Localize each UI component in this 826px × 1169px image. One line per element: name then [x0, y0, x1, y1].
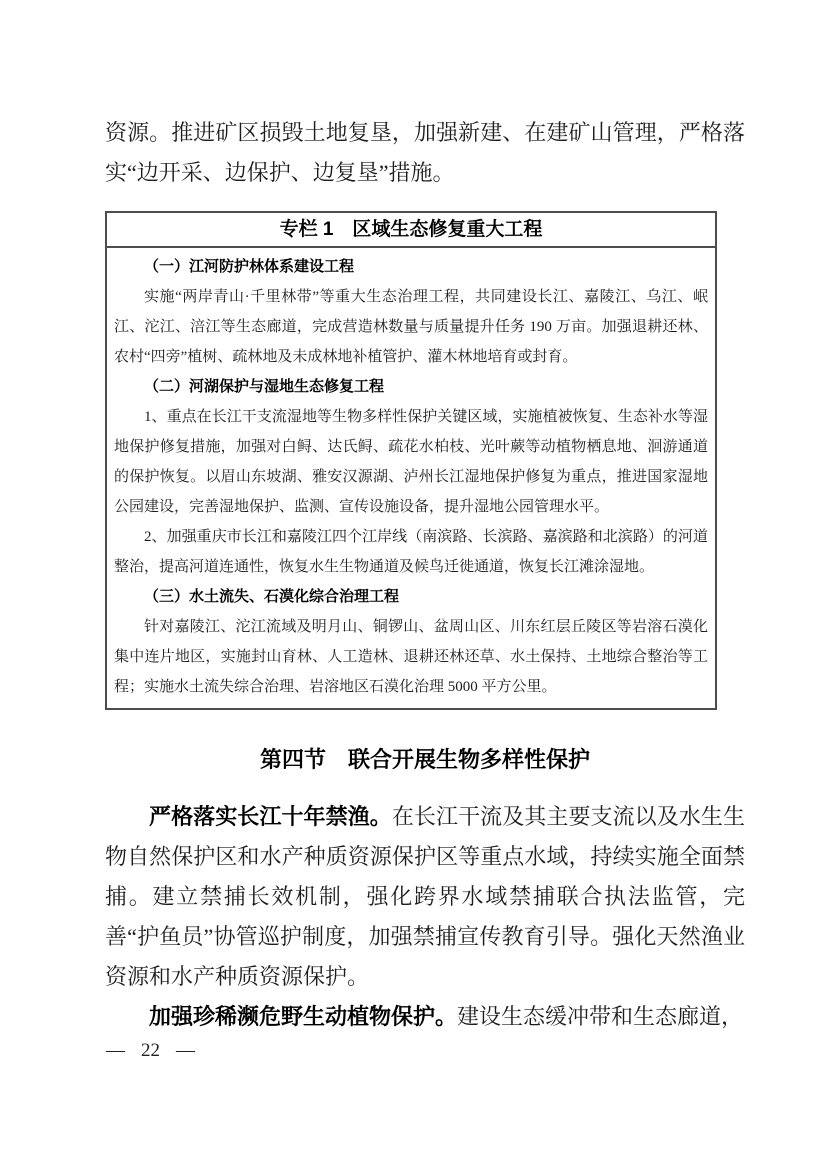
- box-section-3-paragraph: 针对嘉陵江、沱江流域及明月山、铜锣山、盆周山区、川东红层丘陵区等岩溶石漠化集中连片地区，实施封山育林、人工造林、退耕还林还草、水土保持、土地综合整治等工程；实施水土流失综合治理、岩溶地区石漠化治理 5000 平方公里。: [114, 619, 708, 695]
- box-section-2-paragraph-2: 2、加强重庆市长江和嘉陵江四个江岸线（南滨路、长滨路、嘉滨路和北滨路）的河道整治，提高河道连通性，恢复水生生物通道及候鸟迁徙通道，恢复长江滩涂湿地。: [114, 529, 708, 575]
- box-section-1-paragraph: 实施“两岸青山·千里林带”等重大生态治理工程，共同建设长江、嘉陵江、乌江、岷江、沱江、涪江等生态廊道，完成营造林数量与质量提升任务 190 万亩。加强退耕还林、农村“四旁”植树、疏林地及未成林地补植管护、灌木林地培育或封育。: [114, 289, 708, 365]
- section-4-heading: 第四节 联合开展生物多样性保护: [259, 747, 590, 772]
- section-4-paragraph-2-lead: 加强珍稀濒危野生动植物保护。: [149, 1004, 458, 1029]
- section-4-paragraph-1: [105, 797, 745, 997]
- page-number-dash-left: —: [106, 1040, 125, 1061]
- feature-box: [105, 211, 717, 710]
- top-paragraph: 资源。推进矿区损毁土地复垦，加强新建、在建矿山管理，严格落实“边开采、边保护、边复垦”措施。: [105, 120, 745, 185]
- section-4-paragraph-1-body: 在长江干流及其主要支流以及水生生物自然保护区和水产种质资源保护区等重点水域，持续实施全面禁捕。建立禁捕长效机制，强化跨界水域禁捕联合执法监管，完善“护鱼员”协管巡护制度，加强禁捕宣传教育引导。强化天然渔业资源和水产种质资源保护。: [105, 804, 745, 989]
- page-number: [106, 1040, 195, 1062]
- feature-box-title: 专栏 1 区域生态修复重大工程: [107, 213, 715, 248]
- section-4-paragraph-1-lead: 严格落实长江十年禁渔。: [149, 804, 392, 829]
- box-section-2-paragraph-1: 1、重点在长江干支流湿地等生物多样性保护关键区域，实施植被恢复、生态补水等湿地保护修复措施，加强对白鲟、达氏鲟、疏花水柏枝、光叶蕨等动植物栖息地、洄游通道的保护恢复。以眉山东坡湖、雅安汉源湖、泸州长江湿地保护修复为重点，推进国家湿地公园建设，完善湿地保护、监测、宣传设施设备，提升湿地公园管理水平。: [114, 409, 708, 515]
- feature-box-body: [107, 248, 715, 708]
- box-section-3-heading: （三）水土流失、石漠化综合治理工程: [144, 589, 400, 605]
- page-number-dash-right: —: [176, 1040, 195, 1061]
- page-content: [105, 113, 745, 1037]
- section-4-paragraph-2-body: 建设生态缓冲带和生态廊道，: [457, 1004, 744, 1029]
- page-number-value: 22: [141, 1040, 160, 1061]
- box-section-1-heading: （一）江河防护林体系建设工程: [144, 259, 355, 275]
- section-4-paragraph-2: [105, 997, 745, 1037]
- box-section-2-heading: （二）河湖保护与湿地生态修复工程: [144, 379, 385, 395]
